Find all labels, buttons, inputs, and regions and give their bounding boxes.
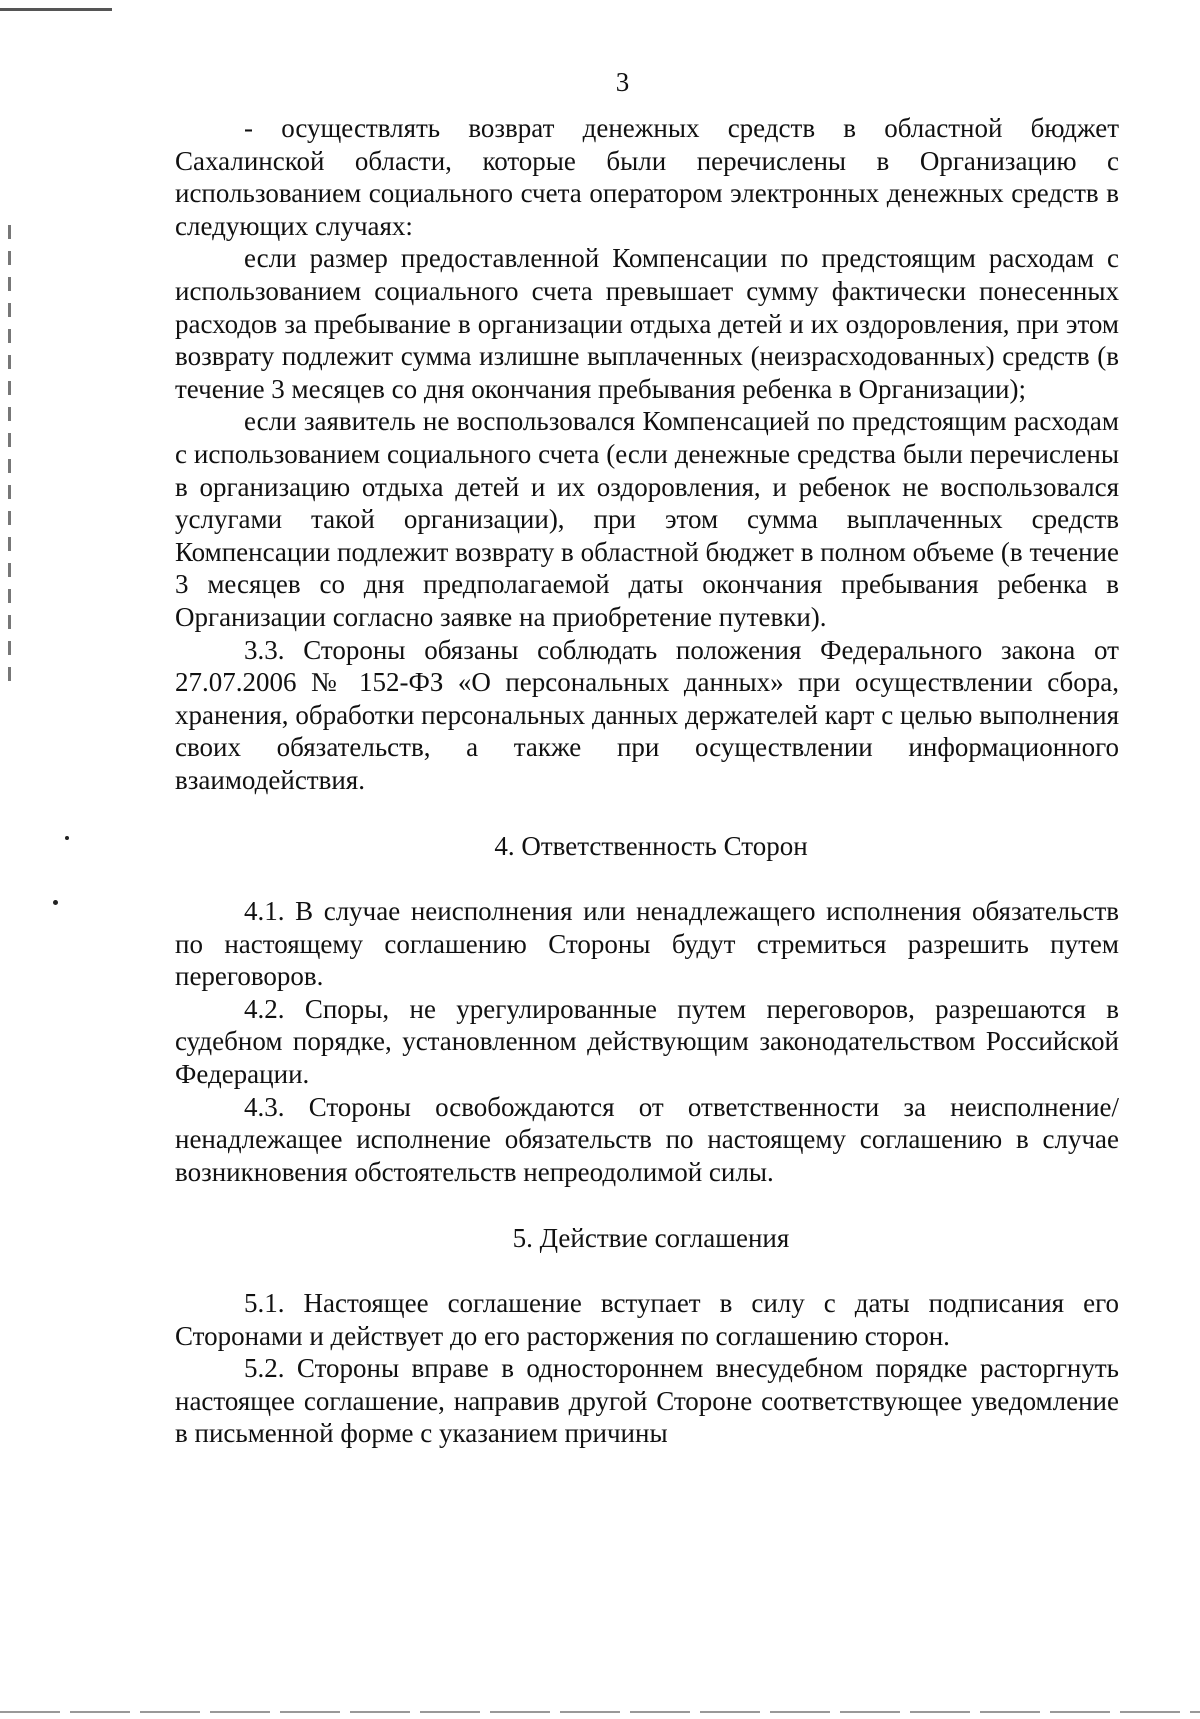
- paragraph-refund-case-excess: если размер предоставленной Компенсации по предстоящим расходам с использованием социального счета превышает сумму фактически понесенных расходов за пребывание в организации отдыха детей и их оздоровления, при этом возврату подлежит сумма излишне выплаченных (неизрасходованных) средств (в течение 3 месяцев со дня окончания пребывания ребенка в Организации);: [175, 243, 1119, 404]
- paragraph-refund-obligation: - осуществлять возврат денежных средств в областной бюджет Сахалинской области, которые были перечислены в Организацию с использованием социального счета оператором электронных денежных средств в следующих случаях:: [175, 113, 1119, 241]
- paragraph-3-3: 3.3. Стороны обязаны соблюдать положения Федерального закона от 27.07.2006 № 152-ФЗ «О персональных данных» при осуществлении сбора, хранения, обработки персональных данных держателей карт с целью выполнения своих обязательств, а также при осуществлении информационного взаимодействия.: [175, 634, 1119, 795]
- paragraph-4-1: 4.1. В случае неисполнения или ненадлежащего исполнения обязательств по настоящему соглашению Стороны будут стремиться разрешить путем переговоров.: [175, 896, 1119, 992]
- scan-speck: [53, 900, 58, 905]
- paragraph-5-1: 5.1. Настоящее соглашение вступает в силу с даты подписания его Сторонами и действует до его расторжения по соглашению сторон.: [175, 1288, 1119, 1351]
- document-body: [175, 112, 1119, 1450]
- scan-bottom-edge: [0, 1711, 1200, 1713]
- scan-top-rule: [0, 8, 112, 11]
- page-number: 3: [615, 67, 630, 97]
- paragraph-5-2: 5.2. Стороны вправе в одностороннем внесудебном порядке расторгнуть настоящее соглашение, направив другой Стороне соответствующее уведомление в письменной форме с указанием причины: [175, 1353, 1119, 1449]
- paragraph-4-3: 4.3. Стороны освобождаются от ответственности за неисполнение/ненадлежащее исполнение обязательств по настоящему соглашению в случае возникновения обстоятельств непреодолимой силы.: [175, 1091, 1119, 1187]
- section-heading-5: 5. Действие соглашения: [512, 1223, 790, 1254]
- scan-left-edge: [8, 225, 11, 685]
- paragraph-refund-case-unused: если заявитель не воспользовался Компенсацией по предстоящим расходам с использованием социального счета (если денежные средства были перечислены в организацию отдыха детей и их оздоровления, и ребенок не воспользовался услугами такой организации), при этом сумма выплаченных средств Компенсации подлежит возврату в областной бюджет в полном объеме (в течение 3 месяцев со дня предполагаемой даты окончания пребывания ребенка в Организации согласно заявке на приобретение путевки).: [175, 406, 1119, 632]
- paragraph-4-2: 4.2. Споры, не урегулированные путем переговоров, разрешаются в судебном порядке, установленном действующим законодательством Российской Федерации.: [175, 993, 1119, 1090]
- section-heading-4: 4. Ответственность Сторон: [494, 831, 808, 862]
- scan-speck: [65, 836, 69, 840]
